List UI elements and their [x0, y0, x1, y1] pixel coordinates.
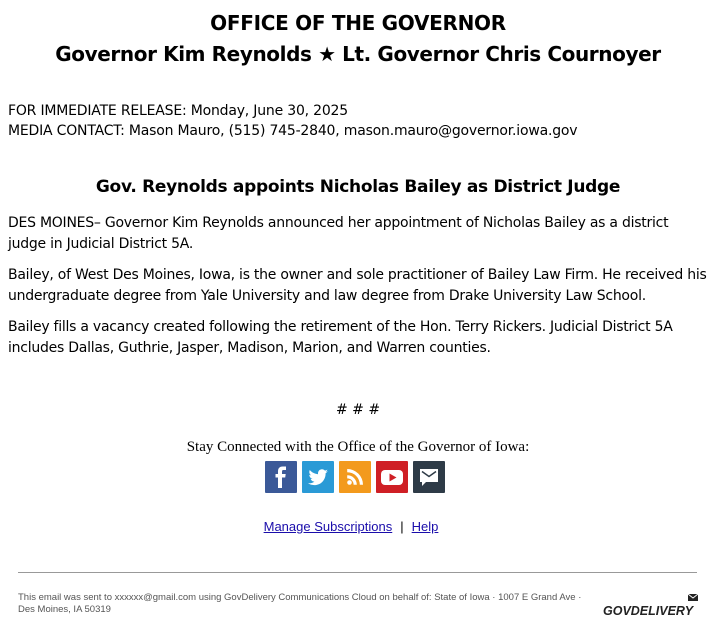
footer-divider: [18, 572, 697, 573]
footer-text: This email was sent to xxxxxx@gmail.com using GovDelivery Communications Cloud on behalf of: State of Iowa · 1007 E Grand Ave · Des Moines, IA 50319: [18, 592, 582, 615]
governors-line: Governor Kim Reynolds ★ Lt. Governor Chris Cournoyer: [55, 42, 661, 66]
govdelivery-logo-text: GOVDELIVERY: [603, 604, 694, 618]
stay-connected-text: Stay Connected with the Office of the Governor of Iowa:: [186, 439, 530, 455]
govdelivery-logo[interactable]: [602, 593, 700, 619]
paragraph-1: DES MOINES– Governor Kim Reynolds announced her appointment of Nicholas Bailey as a district judge in Judicial District 5A.: [8, 215, 669, 252]
twitter-icon[interactable]: [302, 461, 334, 493]
social-icons: [265, 461, 445, 494]
footer-links: [0, 519, 702, 534]
envelope-icon: [688, 594, 698, 601]
youtube-icon[interactable]: [376, 461, 408, 493]
rss-icon[interactable]: [339, 461, 371, 493]
end-mark: # # #: [335, 402, 381, 418]
paragraph-3: Bailey fills a vacancy created following the retirement of the Hon. Terry Rickers. Judicial District 5A includes Dallas, Guthrie, Jasper, Madison, Marion, and Warren counties.: [8, 319, 673, 356]
release-date: FOR IMMEDIATE RELEASE: Monday, June 30, 2025: [8, 103, 348, 119]
link-separator: |: [400, 519, 404, 534]
facebook-icon[interactable]: [265, 461, 297, 493]
article-headline: Gov. Reynolds appoints Nicholas Bailey as District Judge: [95, 177, 621, 197]
office-title: OFFICE OF THE GOVERNOR: [210, 11, 506, 35]
manage-subscriptions-link[interactable]: Manage Subscriptions: [263, 519, 393, 534]
media-contact: MEDIA CONTACT: Mason Mauro, (515) 745-2840, mason.mauro@governor.iowa.gov: [8, 123, 578, 139]
email-icon[interactable]: [413, 461, 445, 493]
help-link[interactable]: Help: [411, 519, 439, 534]
paragraph-2: Bailey, of West Des Moines, Iowa, is the owner and sole practitioner of Bailey Law Firm. He received his undergraduate degree from Yale University and law degree from Drake University Law School.: [8, 267, 707, 304]
